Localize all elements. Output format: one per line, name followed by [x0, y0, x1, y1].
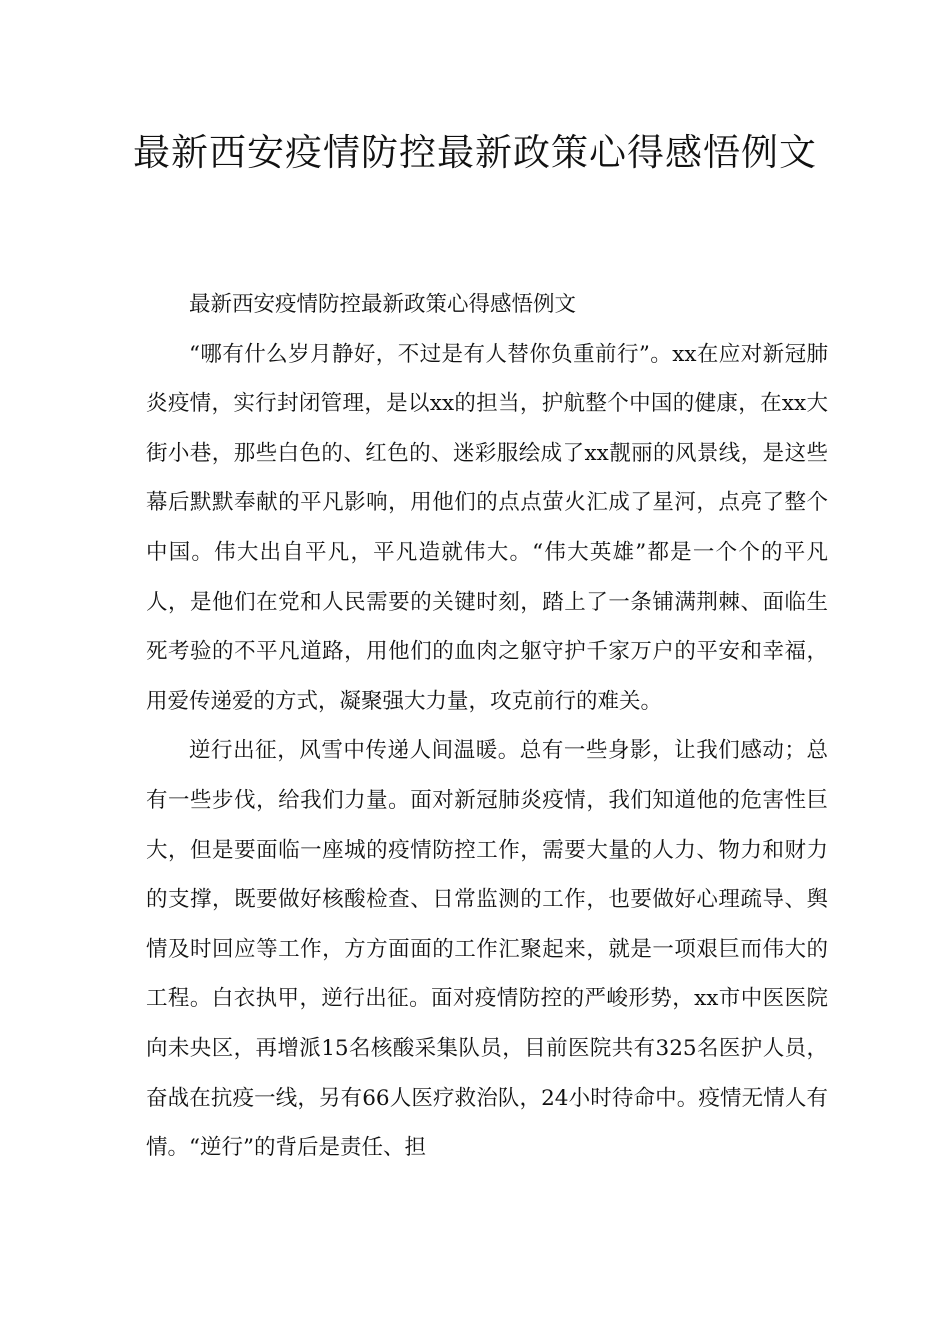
document-body [146, 280, 828, 1173]
document-title: 最新西安疫情防控最新政策心得感悟例文 [133, 131, 817, 174]
paragraph-2: 逆行出征，风雪中传递人间温暖。总有一些身影，让我们感动；总有一些步伐，给我们力量。面对新冠肺炎疫情，我们知道他的危害性巨大，但是要面临一座城的疫情防控工作，需要大量的人力、物力和财力的支撑，既要做好核酸检查、日常监测的工作，也要做好心理疏导、舆情及时回应等工作，方方面面的工作汇聚起来，就是一项艰巨而伟大的工程。白衣执甲，逆行出征。面对疫情防控的严峻形势，xx市中医医院向未央区，再增派15名核酸采集队员，目前医院共有325名医护人员，奋战在抗疫一线，另有66人医疗救治队，24小时待命中。疫情无情人有情。“逆行”的背后是责任、担 [146, 738, 828, 1161]
paragraph-1: “哪有什么岁月静好，不过是有人替你负重前行”。xx在应对新冠肺炎疫情，实行封闭管理，是以xx的担当，护航整个中国的健康，在xx大街小巷，那些白色的、红色的、迷彩服绘成了xx靓丽的风景线，是这些幕后默默奉献的平凡影响，用他们的点点萤火汇成了星河，点亮了整个中国。伟大出自平凡，平凡造就伟大。“伟大英雄”都是一个个的平凡人，是他们在党和人民需要的关键时刻，踏上了一条铺满荆棘、面临生死考验的不平凡道路，用他们的血肉之躯守护千家万户的平安和幸福，用爱传递爱的方式，凝聚强大力量，攻克前行的难关。 [146, 341, 828, 714]
paragraph-subtitle: 最新西安疫情防控最新政策心得感悟例文 [189, 292, 577, 317]
